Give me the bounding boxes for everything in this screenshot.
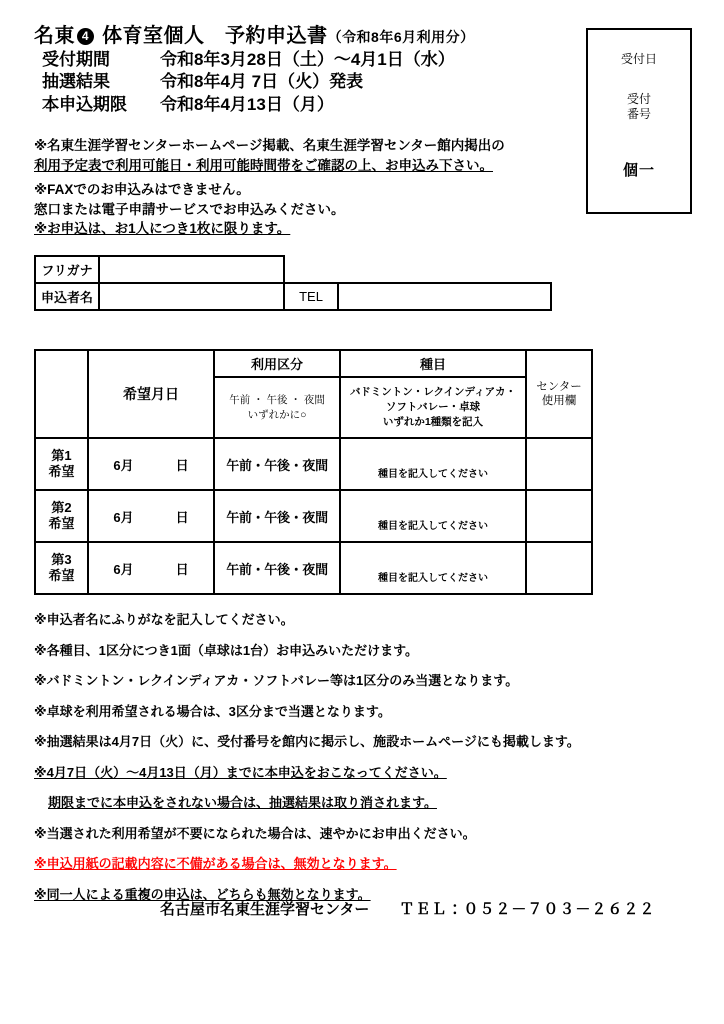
header-rank [35,350,88,438]
intro-note-0: ※名東生涯学習センターホームページ掲載、名東生涯学習センター館内掲出の [34,138,505,153]
row3-kind-hint: 種目を記入してください [378,573,488,584]
schedule-value-lottery: 令和8年4月 7日（火）発表 [160,72,364,92]
footer-note-9: ※同一人による重複の申込は、どちらも無効となります。 [34,886,371,902]
tel-input[interactable] [338,283,551,310]
receipt-stamp-box [586,28,692,214]
reservation-table [34,349,593,595]
table-row [35,542,592,594]
row2-kind-hint: 種目を記入してください [378,521,488,532]
table-row [35,438,592,490]
title-prefix: 名東 [34,25,75,47]
header-center-line2: 使用欄 [541,395,577,407]
table-row-name [35,283,551,310]
footer-note-2: ※バドミントン・レクインディアカ・ソフトバレー等は1区分のみ当選となります。 [34,673,519,689]
applicant-name-label: 申込者名 [35,283,99,310]
header-kind-sub [340,377,526,438]
header-date-label: 希望月日 [123,386,179,402]
title-main-text: 体育室個人 予約申込書 [102,25,328,47]
row2-rank [35,490,88,542]
schedule-label-reception: 受付期間 [42,50,110,69]
header-division: 利用区分 [214,350,340,377]
row1-kind-input[interactable] [340,438,526,490]
row2-day: 日 [175,509,189,525]
reservation-header-row-1 [35,350,592,377]
row1-month: 6月 [113,457,134,473]
schedule-row-reception [42,49,574,71]
row2-rank-line2: 希望 [48,516,75,531]
receipt-number-label-line1: 受付 [626,92,651,106]
schedule-row-deadline [42,94,574,116]
header-kind-sub-line1: バドミントン・レクインディアカ・ [349,386,517,399]
header-kind-sub-line3: いずれか1種類を記入 [382,415,484,428]
row3-rank-line1: 第3 [51,552,72,568]
row1-division-input[interactable]: 午前・午後・夜間 [214,438,340,490]
row2-rank-line1: 第2 [51,500,72,516]
header-center-line1: センター [536,380,582,393]
header-date [88,350,214,438]
header-division-sub-line2: いずれかに○ [247,408,307,421]
row2-date-input[interactable] [88,490,214,542]
row2-kind-input[interactable] [340,490,526,542]
row3-day: 日 [175,561,189,577]
schedule-value-deadline: 令和8年4月13日（月） [160,94,334,114]
row2-division-input[interactable]: 午前・午後・夜間 [214,490,340,542]
furigana-label: フリガナ [35,256,99,283]
row2-center-input[interactable] [526,490,592,542]
title-period: （令和8年6月利用分） [327,29,475,45]
header-kind-sub-line2: ソフトバレー・卓球 [385,401,481,414]
row1-day: 日 [175,457,189,473]
spacer-cell-2 [338,256,551,283]
footer-note-warning: ※申込用紙の記載内容に不備がある場合は、無効となります。 [34,856,397,872]
row1-date-input[interactable] [88,438,214,490]
receipt-date-label: 受付日 [620,52,657,66]
intro-note-2: ※FAXでのお申込みはできません。 [34,182,250,198]
row1-rank-line1: 第1 [51,448,72,464]
header-division-sub [214,377,340,438]
page-title [34,24,574,49]
row1-center-input[interactable] [526,438,592,490]
tel-label: TEL [284,283,338,310]
intro-note-3: 窓口または電子申請サービスでお申込みください。 [34,201,345,217]
contact-tel: ＴＥＬ：０５２－７０３－２６２２ [399,901,656,918]
footer-notes [34,611,634,916]
receipt-number-label-line2: 番号 [626,107,651,121]
row1-rank-line2: 希望 [48,464,75,479]
header-kind: 種目 [340,350,526,377]
circled-four-badge: 4 [77,28,94,45]
contact-line [160,898,655,919]
intro-notes [34,136,559,239]
row1-kind-hint: 種目を記入してください [378,469,488,480]
footer-note-0: ※申込者名にふりがなを記入してください。 [34,612,294,627]
title-block [34,24,574,116]
footer-note-7: ※当選された利用希望が不要になられた場合は、速やかにお申出ください。 [34,825,476,841]
schedule-value-reception: 令和8年3月28日（土）～4月1日（水） [160,50,455,69]
intro-note-1: 利用予定表で利用可能日・利用可能時間帯をご確認の上、お申込み下さい。 [34,157,493,173]
footer-note-3: ※卓球を利用希望される場合は、3区分まで当選となります。 [34,703,391,719]
table-row [35,490,592,542]
footer-note-5: ※4月7日（火）～4月13日（月）までに本申込をおこなってください。 [34,764,447,780]
intro-note-4: ※お申込は、お1人につき1枚に限ります。 [34,221,291,237]
row3-rank-line2: 希望 [48,568,75,583]
receipt-code: 個一 [622,162,655,179]
furigana-input[interactable] [99,256,284,283]
contact-organization: 名古屋市名東生涯学習センター [160,901,370,918]
footer-note-4: ※抽選結果は4月7日（火）に、受付番号を館内に掲示し、施設ホームページにも掲載します。 [34,734,580,750]
table-row-furigana [35,256,551,283]
footer-note-6: 期限までに本申込をされない場合は、抽選結果は取り消されます。 [48,795,437,811]
footer-note-1: ※各種目、1区分につき1面（卓球は1台）お申込みいただけます。 [34,642,419,658]
header-division-sub-line1: 午前 ・ 午後 ・ 夜間 [229,394,325,407]
row1-rank [35,438,88,490]
schedule-row-lottery [42,71,574,93]
row3-division-input[interactable]: 午前・午後・夜間 [214,542,340,594]
row3-date-input[interactable] [88,542,214,594]
row3-rank [35,542,88,594]
applicant-table [34,255,552,311]
applicant-name-input[interactable] [99,283,284,310]
schedule-label-deadline: 本申込期限 [42,94,127,114]
row3-kind-input[interactable] [340,542,526,594]
spacer-cell-1 [284,256,338,283]
row3-center-input[interactable] [526,542,592,594]
receipt-number-label [588,92,690,122]
row2-month: 6月 [113,509,134,525]
header-center-use [526,350,592,438]
schedule-label-lottery: 抽選結果 [42,72,110,92]
row3-month: 6月 [113,561,134,577]
